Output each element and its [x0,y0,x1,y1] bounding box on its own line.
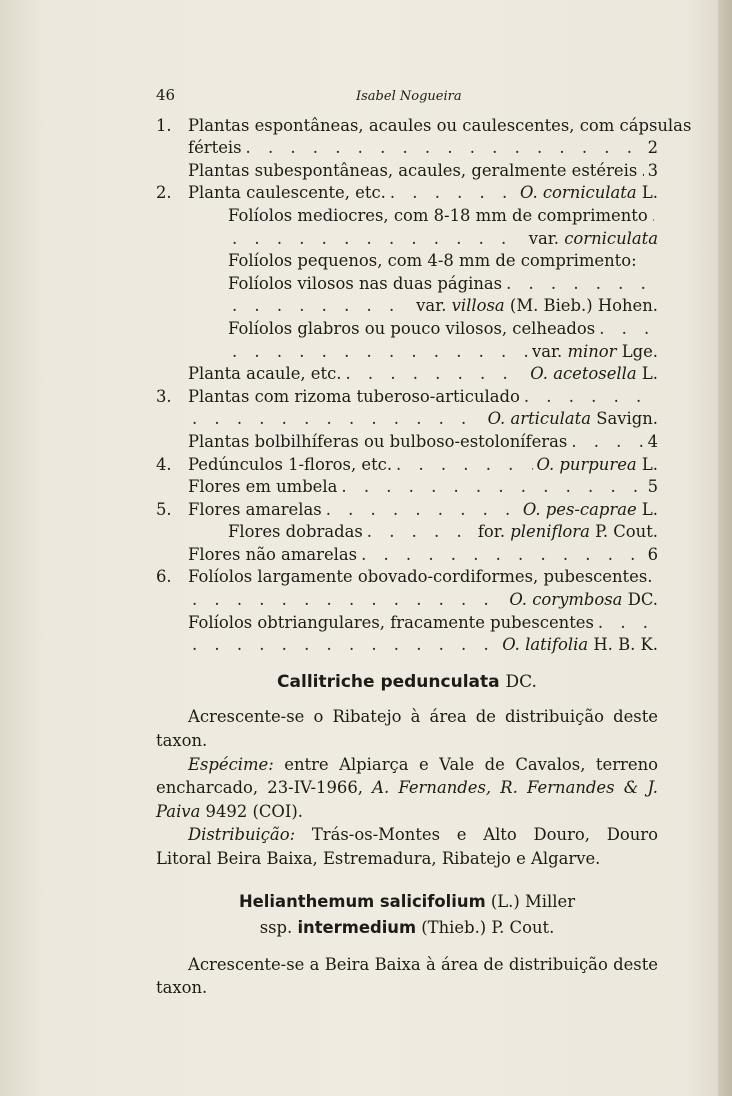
leader-dots [367,521,474,544]
key-couplet-number: 3. [156,386,172,406]
key-lead-text: Flores não amarelas [188,544,358,564]
key-line [156,341,658,364]
leader-dots [232,295,412,318]
key-line [156,589,658,612]
key-couplet-number: 2. [156,183,172,203]
key-lead-result: O. latifolia H. B. K. [502,635,658,655]
leader-dots [396,454,532,477]
key-line [156,544,658,567]
helianthemum-p1-text: Acrescente-se a Beira Baixa à área de distribuição deste taxon. [156,954,658,998]
page-content [156,84,692,1000]
key-lead-result: 4 [647,431,658,451]
key-lead-result: O. articulata Savign. [487,409,658,429]
key-lead-result: var. villosa (M. Bieb.) Hohen. [416,296,658,316]
key-line [156,566,658,589]
key-lead-text: Flores dobradas [228,522,363,542]
key-line [156,612,658,635]
key-line [156,634,658,657]
key-couplet-number: 4. [156,454,172,474]
key-line [156,408,658,431]
leader-dots [599,318,654,341]
key-lead-result: 6 [647,544,658,564]
distribution-text: Trás-os-Montes e Alto Douro, Douro Litoral Beira Baixa, Estremadura, Ribatejo e Algarve. [156,825,658,868]
key-lead-result: O. corymbosa DC. [509,590,658,610]
key-lead-text: Plantas com rizoma tuberoso-articulado [188,386,520,406]
helianthemum-ssp-line [156,915,658,941]
key-line [156,386,658,409]
callitriche-name: Callitriche pedunculata [277,671,500,692]
key-line [156,250,658,273]
key-line [156,318,658,341]
key-lead-text: Folíolos glabros ou pouco vilosos, celheados [228,318,596,338]
key-lead-result: 3 [647,160,658,180]
key-lead-text: Flores em umbela [188,477,338,497]
helianthemum-heading [156,889,658,941]
ssp-name: intermedium [297,917,417,937]
page-number: 46 [156,86,176,104]
key-line [156,476,658,499]
key-lead-text: Folíolos pequenos, com 4-8 mm de comprimento: [228,251,637,271]
key-line [156,160,658,183]
helianthemum-author: (L.) Miller [490,891,576,911]
key-lead-text: Folíolos vilosos nas duas páginas [228,273,503,293]
key-line [156,273,658,296]
leader-dots [506,273,654,296]
leader-dots [232,228,525,251]
leader-dots [524,386,654,409]
key-lead-text: Folíolos mediocres, com 8-18 mm de comprimento [228,205,648,225]
callitriche-p1-text: Acrescente-se o Ribatejo à área de distribuição deste taxon. [156,707,658,751]
leader-dots [641,160,643,183]
key-lead-text: Plantas espontâneas, acaules ou caulescentes, com cápsulas [188,115,692,135]
key-lead-text: Planta caulescente, etc. [188,183,386,203]
leader-dots [346,363,527,386]
key-line [156,431,658,454]
running-header [156,84,658,109]
specimen-number: 9492 (COI). [200,801,303,821]
key-lead-result: var. corniculata [528,228,658,248]
helianthemum-para [156,953,658,1000]
key-line [156,363,658,386]
leader-dots [652,205,654,228]
key-lead-text: Pedúnculos 1-floros, etc. [188,454,393,474]
callitriche-heading [156,671,658,694]
ssp-prefix: ssp. [259,917,293,937]
key-lead-text: Planta acaule, etc. [188,364,342,384]
key-lead-text: férteis [188,138,242,158]
callitriche-para-distribution [156,823,658,870]
key-couplet-number: 6. [156,567,172,587]
identification-key [156,115,692,657]
key-line [156,205,658,228]
key-couplet-number: 1. [156,115,172,135]
helianthemum-name: Helianthemum salicifolium [238,891,486,911]
key-lead-text: Folíolos obtriangulares, fracamente pubescentes [188,612,594,632]
key-lead-result: O. purpurea L. [536,454,658,474]
key-lead-result: var. minor Lge. [531,341,658,361]
key-lead-result: 5 [647,477,658,497]
key-line [156,137,658,160]
leader-dots [361,544,643,567]
leader-dots [192,589,505,612]
callitriche-author: DC. [505,671,537,692]
key-line [156,115,692,138]
ssp-author: (Thieb.) P. Cout. [421,917,555,937]
key-lead-result: for. pleniflora P. Cout. [477,522,658,542]
leader-dots [192,408,484,431]
helianthemum-title-line [156,889,658,915]
key-lead-result: O. corniculata L. [519,183,658,203]
leader-dots [246,137,644,160]
key-lead-result: O. pes-caprae L. [522,499,658,519]
key-line [156,454,658,477]
key-lead-text: Plantas bolbilhíferas ou bulboso-estoloníferas [188,431,568,451]
key-lead-text: Plantas subespontâneas, acaules, geralmente estéreis [188,160,638,180]
leader-dots [571,431,643,454]
key-lead-text: Flores amarelas [188,499,322,519]
leader-dots [326,499,519,522]
key-lead-result: O. acetosella L. [530,364,658,384]
key-lead-result: 2 [647,138,658,158]
key-line [156,182,658,205]
key-line [156,521,658,544]
key-line [156,228,658,251]
distribution-label: Distribuição: [188,825,296,845]
leader-dots [598,612,654,635]
leader-dots [341,476,643,499]
specimen-label: Espécime: [188,754,274,774]
callitriche-para-distribution-note [156,705,658,752]
key-line [156,499,658,522]
key-couplet-number: 5. [156,499,172,519]
callitriche-para-specimen [156,753,658,824]
specimen-text: entre Alpiarça e Vale de Cavalos, terreno encharcado, 23-IV-1966, [156,754,658,798]
leader-dots [390,182,516,205]
leader-dots [192,634,498,657]
key-lead-text: Folíolos largamente obovado-cordiformes, pubescentes. [188,567,653,587]
key-line [156,295,658,318]
leader-dots [232,341,528,364]
specimen-collectors: A. Fernandes, R. Fernandes & J. Paiva [156,778,658,821]
page-edge [718,0,732,1096]
running-author: Isabel Nogueira [356,89,462,104]
